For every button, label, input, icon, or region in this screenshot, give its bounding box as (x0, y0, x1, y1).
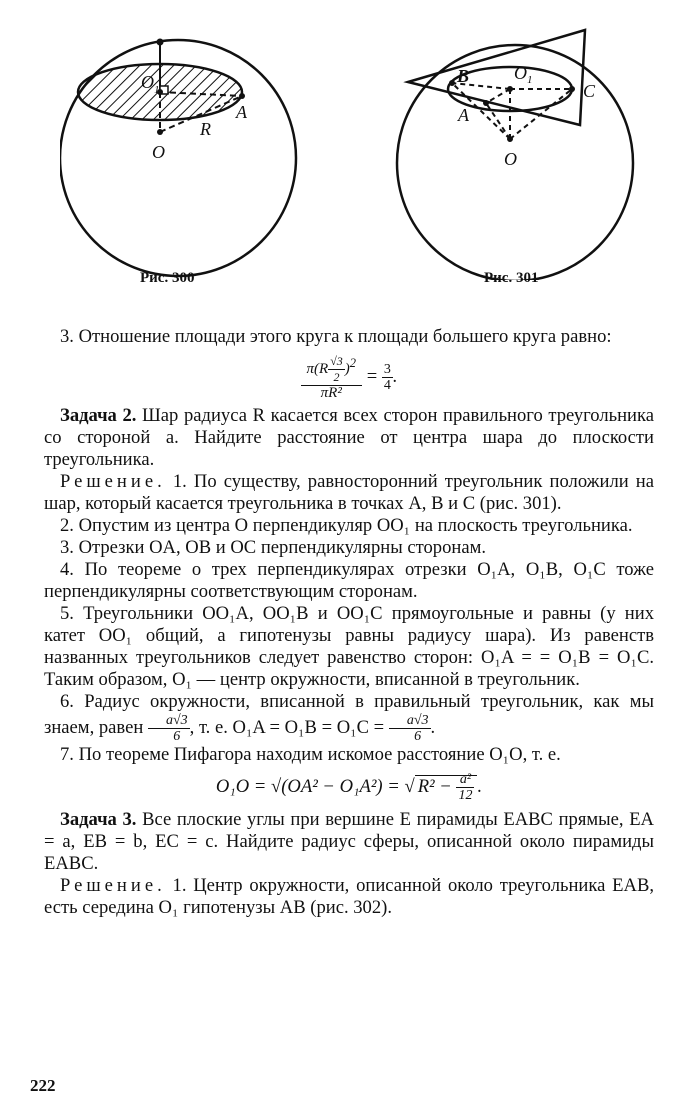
task3-title: Задача 3. (60, 809, 137, 830)
formula2-end: . (477, 775, 483, 797)
task3-body: Все плоские углы при вершине E пирамиды EABC прямые, EA = a, EB = b, EC = c. Найдите радиус сферы, описанной около пирамиды EABC. (44, 809, 654, 874)
formula2-sqrt: R² − (417, 775, 452, 797)
formula1-power: 2 (349, 355, 357, 370)
step6-frac1-num: a√3 (148, 713, 190, 729)
fig300-caption: Рис. 300 (140, 270, 195, 286)
formula1-r: R (319, 360, 329, 377)
formula2-num: a² (456, 772, 474, 788)
fig301-label-o: O (504, 149, 517, 169)
formula-distance: O₁O = √(OA² − O₁A²) = √ R² − $\frac{\text{a²}}{12}$ . (215, 772, 483, 803)
solution2-word: Решение. (60, 471, 166, 492)
solution2-step2: 2. Опустим из центра O перпендикуляр OO₁ на плоскость треугольника. (60, 515, 633, 536)
page-body (44, 326, 654, 919)
step6-frac2-den: 6 (414, 729, 422, 744)
formula1-equals: = (366, 365, 378, 387)
fig301-caption: Рис. 301 (484, 270, 539, 286)
task3 (44, 809, 654, 875)
solution2-step1 (44, 471, 654, 515)
step6-text-a: 6. Радиус окружности, вписанной в правильный треугольник, как мы знаем, равен (44, 691, 654, 738)
fig301-label-a: A (458, 105, 469, 125)
step6-text-b: , т. е. O₁A = O₁B = O₁C = (189, 716, 385, 738)
fig301-label-o1: O (514, 63, 527, 83)
fig300-label-a: A (236, 102, 247, 122)
solution3-word: Решение. (60, 875, 166, 896)
formula1-two: 2 (333, 370, 340, 384)
task2-body: Шар радиуса R касается всех сторон правильного треугольника со стороной a. Найдите расстояние от центра шара до плоскости треугольника. (44, 405, 654, 470)
formula1-pi: π (306, 360, 315, 377)
task2 (44, 405, 654, 471)
fig300-label-r: R (200, 119, 211, 139)
fig300-label-o1-sub: 1 (154, 84, 160, 96)
page-number: 222 (30, 1076, 56, 1095)
step6-frac1-den: 6 (173, 729, 181, 744)
formula1-res-num: 3 (383, 362, 391, 377)
solution2-step7: 7. По теореме Пифагора находим искомое расстояние O₁O, т. е. (60, 744, 561, 765)
figure-300 (60, 20, 300, 280)
fig301-label-b: B (457, 66, 470, 86)
formula1-sqrt3: √3 (330, 354, 343, 368)
figure-301 (390, 25, 650, 280)
solution3-step1 (44, 875, 654, 919)
fig300-label-o: O (152, 142, 165, 162)
fig301-label-c: C (583, 81, 596, 101)
fig300-label-o1: O (141, 72, 154, 92)
formula-ratio: π(R $\frac{√3}{2}$ )$^2$ πR² = $\frac{3}{4}$ . (44, 354, 654, 401)
solution2-step5: 5. Треугольники OO₁A, OO₁B и OO₁C прямоугольные и равны (у них катет OO₁ общий, а гипотенузы равны радиусу шара). Из равенств названных треугольников следует равенство сторон: O₁A = = O₁B = O₁C. Таким образом, O₁ — центр окружности, вписанной в треугольник. (44, 603, 654, 690)
paragraph-step3: 3. Отношение площади этого круга к площади большего круга равно: (60, 326, 612, 347)
solution3-step1-text: 1. Центр окружности, описанной около треугольника EAB, есть середина O₁ гипотенузы AB (рис. 302). (44, 875, 654, 918)
task2-title: Задача 2. (60, 405, 137, 426)
solution2-step1-text: 1. По существу, равносторонний треугольник положили на шар, который касается треугольника в точках A, B и C (рис. 301). (44, 471, 654, 514)
fig301-label-o1-sub: 1 (527, 74, 533, 86)
step6-frac2-num: a√3 (389, 713, 431, 729)
step6-end: . (430, 716, 436, 738)
formula1-dot: . (392, 365, 398, 387)
formula2-left: O₁O = √(OA² − O₁A²) = (215, 775, 405, 797)
solution2-step6 (44, 691, 654, 744)
solution2-step4: 4. По теореме о трех перпендикулярах отрезки O₁A, O₁B, O₁C тоже перпендикулярны соответствующим сторонам. (44, 559, 654, 602)
formula2-den: 12 (458, 788, 473, 803)
formula1-den: πR² (320, 385, 342, 401)
solution2-step3: 3. Отрезки OA, OB и OC перпендикулярны сторонам. (60, 537, 487, 558)
formula1-res-den: 4 (383, 378, 391, 393)
